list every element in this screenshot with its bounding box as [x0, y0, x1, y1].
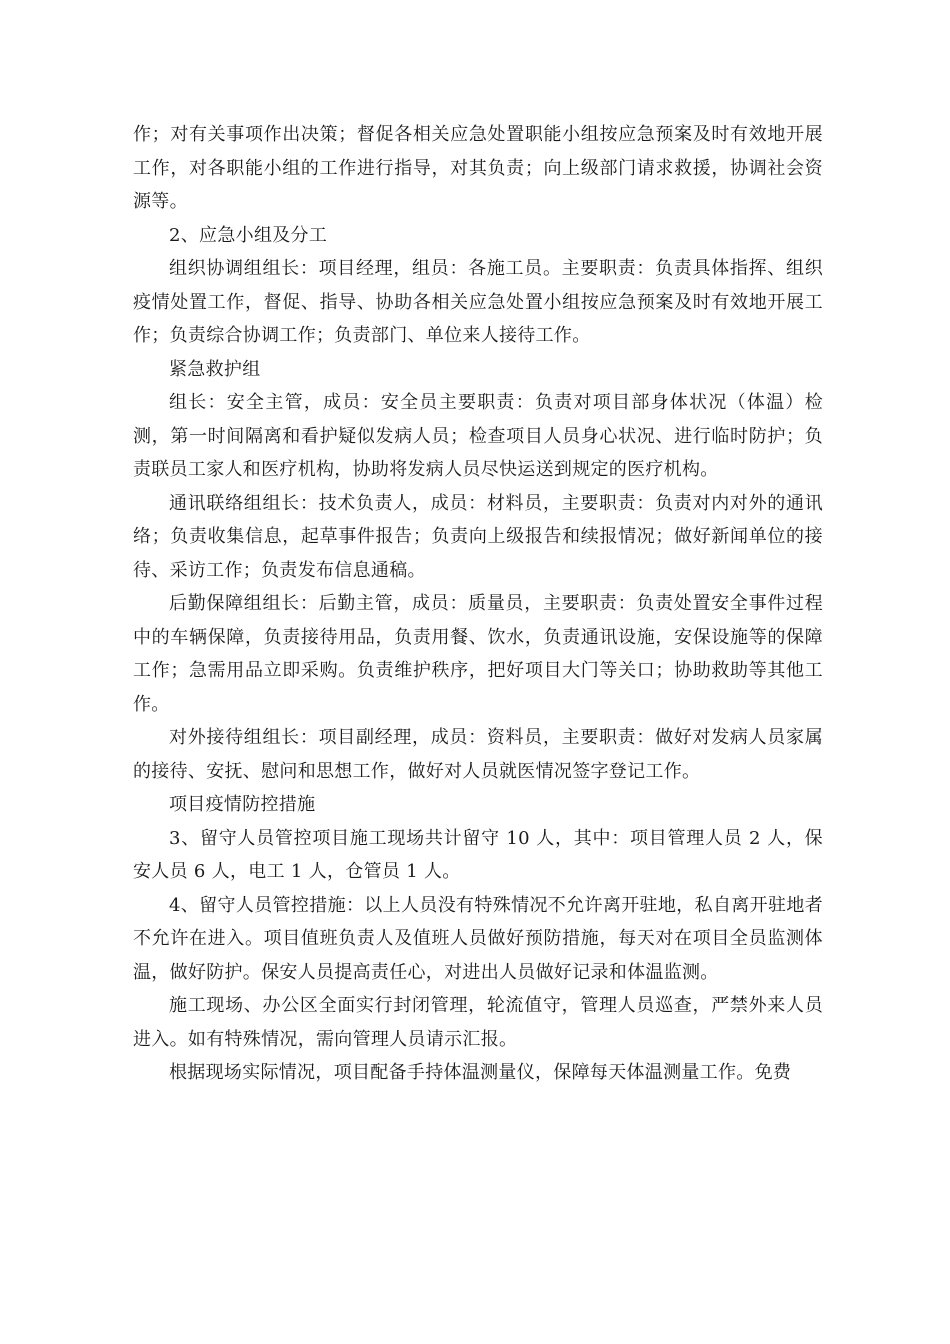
section-heading: 紧急救护组 — [169, 358, 261, 380]
paragraph: 对外接待组组长：项目副经理，成员：资料员，主要职责：做好对发病人员家属的接待、安抚、慰问和思想工作，做好对人员就医情况签字登记工作。 — [133, 727, 823, 782]
paragraph: 组织协调组组长：项目经理，组员：各施工员。主要职责：负责具体指挥、组织疫情处置工作，督促、指导、协助各相关应急处置小组按应急预案及时有效地开展工作；负责综合协调工作；负责部门、单位来人接待工作。 — [133, 258, 823, 346]
paragraph: 施工现场、办公区全面实行封闭管理，轮流值守，管理人员巡查，严禁外来人员进入。如有特殊情况，需向管理人员请示汇报。 — [133, 995, 823, 1050]
paragraph: 作；对有关事项作出决策；督促各相关应急处置职能小组按应急预案及时有效地开展工作，对各职能小组的工作进行指导，对其负责；向上级部门请求救援，协调社会资源等。 — [133, 124, 823, 212]
paragraph: 3、留守人员管控项目施工现场共计留守 10 人，其中：项目管理人员 2 人，保安人员 6 人，电工 1 人，仓管员 1 人。 — [133, 827, 823, 882]
section-heading: 2、应急小组及分工 — [169, 224, 328, 246]
paragraph: 后勤保障组组长：后勤主管，成员：质量员，主要职责：负责处置安全事件过程中的车辆保障，负责接待用品，负责用餐、饮水，负责通讯设施，安保设施等的保障工作；急需用品立即采购。负责维护秩序，把好项目大门等关口；协助救助等其他工作。 — [133, 593, 823, 715]
paragraph: 组长：安全主管，成员：安全员主要职责：负责对项目部身体状况（体温）检测，第一时间隔离和看护疑似发病人员；检查项目人员身心状况、进行临时防护；负责联员工家人和医疗机构，协助将发病人员尽快运送到规定的医疗机构。 — [133, 392, 823, 480]
paragraph: 根据现场实际情况，项目配备手持体温测量仪，保障每天体温测量工作。免费 — [169, 1062, 792, 1083]
section-heading: 项目疫情防控措施 — [169, 794, 316, 815]
document-body — [133, 118, 823, 1090]
paragraph: 通讯联络组组长：技术负责人，成员：材料员，主要职责：负责对内对外的通讯络；负责收集信息，起草事件报告；负责向上级报告和续报情况；做好新闻单位的接待、采访工作；负责发布信息通稿。 — [133, 492, 823, 581]
paragraph: 4、留守人员管控措施：以上人员没有特殊情况不允许离开驻地，私自离开驻地者不允许在进入。项目值班负责人及值班人员做好预防措施，每天对在项目全员监测体温，做好防护。保安人员提高责任心，对进出人员做好记录和体温监测。 — [133, 894, 823, 983]
